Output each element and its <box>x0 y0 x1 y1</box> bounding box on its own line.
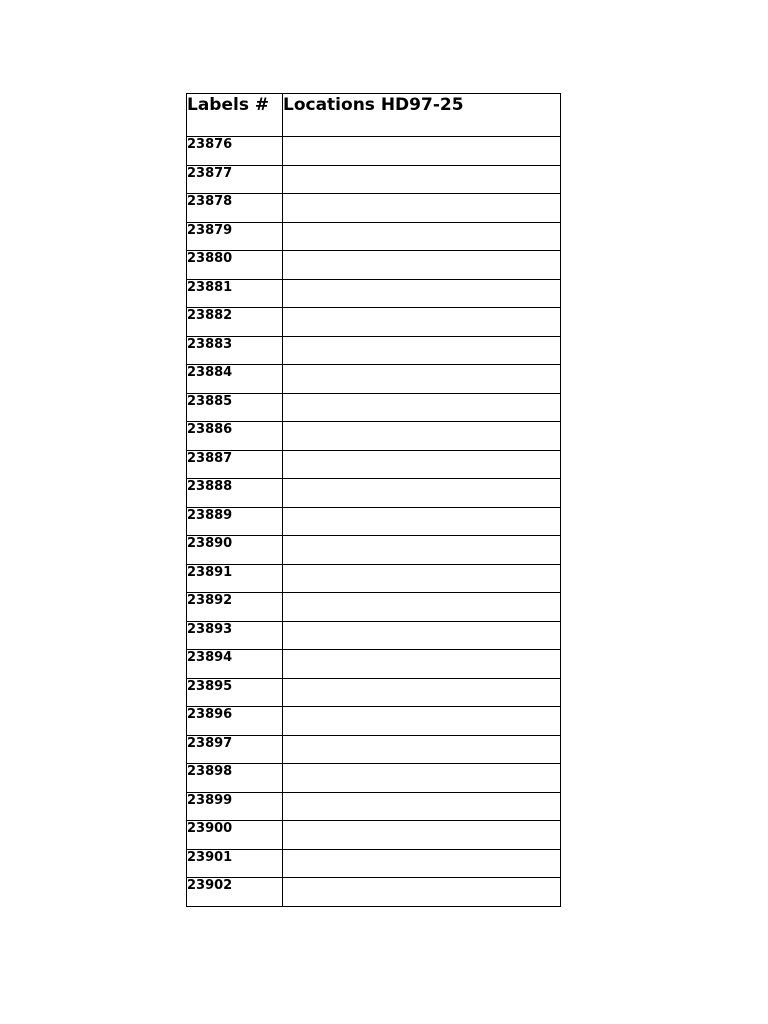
label-number-cell: 23888 <box>187 479 283 508</box>
table-row <box>187 279 561 308</box>
table-row <box>187 393 561 422</box>
table-row <box>187 222 561 251</box>
table-row <box>187 365 561 394</box>
table-body <box>187 137 561 907</box>
header-locations: Locations HD97-25 <box>283 94 561 137</box>
table-row <box>187 792 561 821</box>
label-number-cell: 23893 <box>187 621 283 650</box>
location-cell <box>283 365 561 394</box>
table-row <box>187 450 561 479</box>
table-row <box>187 479 561 508</box>
label-number-cell: 23892 <box>187 593 283 622</box>
label-number-cell: 23891 <box>187 564 283 593</box>
table-row <box>187 764 561 793</box>
label-number-cell: 23890 <box>187 536 283 565</box>
label-number-cell: 23877 <box>187 165 283 194</box>
table-row <box>187 821 561 850</box>
location-cell <box>283 735 561 764</box>
location-cell <box>283 536 561 565</box>
table-row <box>187 507 561 536</box>
location-cell <box>283 422 561 451</box>
location-cell <box>283 678 561 707</box>
label-number-cell: 23900 <box>187 821 283 850</box>
table-row <box>187 678 561 707</box>
location-cell <box>283 621 561 650</box>
header-labels: Labels # <box>187 94 283 137</box>
location-cell <box>283 507 561 536</box>
location-cell <box>283 137 561 166</box>
location-cell <box>283 707 561 736</box>
location-cell <box>283 450 561 479</box>
location-cell <box>283 650 561 679</box>
table-row <box>187 621 561 650</box>
location-cell <box>283 593 561 622</box>
location-cell <box>283 792 561 821</box>
label-number-cell: 23898 <box>187 764 283 793</box>
location-cell <box>283 878 561 907</box>
table-row <box>187 593 561 622</box>
label-number-cell: 23879 <box>187 222 283 251</box>
label-number-cell: 23881 <box>187 279 283 308</box>
table-row <box>187 536 561 565</box>
label-number-cell: 23882 <box>187 308 283 337</box>
table-row <box>187 878 561 907</box>
location-cell <box>283 849 561 878</box>
label-number-cell: 23901 <box>187 849 283 878</box>
location-cell <box>283 564 561 593</box>
location-cell <box>283 821 561 850</box>
table-row <box>187 650 561 679</box>
location-cell <box>283 222 561 251</box>
location-cell <box>283 194 561 223</box>
labels-locations-table <box>186 93 561 907</box>
table-row <box>187 251 561 280</box>
label-number-cell: 23897 <box>187 735 283 764</box>
location-cell <box>283 308 561 337</box>
table-row <box>187 422 561 451</box>
location-cell <box>283 251 561 280</box>
location-cell <box>283 479 561 508</box>
location-cell <box>283 393 561 422</box>
location-cell <box>283 336 561 365</box>
table-row <box>187 165 561 194</box>
label-number-cell: 23876 <box>187 137 283 166</box>
label-number-cell: 23883 <box>187 336 283 365</box>
table-row <box>187 849 561 878</box>
label-number-cell: 23887 <box>187 450 283 479</box>
table-row <box>187 735 561 764</box>
label-number-cell: 23878 <box>187 194 283 223</box>
location-cell <box>283 279 561 308</box>
label-number-cell: 23884 <box>187 365 283 394</box>
table-row <box>187 137 561 166</box>
label-number-cell: 23889 <box>187 507 283 536</box>
label-number-cell: 23899 <box>187 792 283 821</box>
table-row <box>187 564 561 593</box>
label-number-cell: 23902 <box>187 878 283 907</box>
label-number-cell: 23886 <box>187 422 283 451</box>
label-number-cell: 23896 <box>187 707 283 736</box>
table-row <box>187 308 561 337</box>
table-row <box>187 707 561 736</box>
label-number-cell: 23885 <box>187 393 283 422</box>
label-number-cell: 23880 <box>187 251 283 280</box>
location-cell <box>283 165 561 194</box>
label-number-cell: 23895 <box>187 678 283 707</box>
label-number-cell: 23894 <box>187 650 283 679</box>
table-row <box>187 336 561 365</box>
table-header-row <box>187 94 561 137</box>
location-cell <box>283 764 561 793</box>
table-row <box>187 194 561 223</box>
